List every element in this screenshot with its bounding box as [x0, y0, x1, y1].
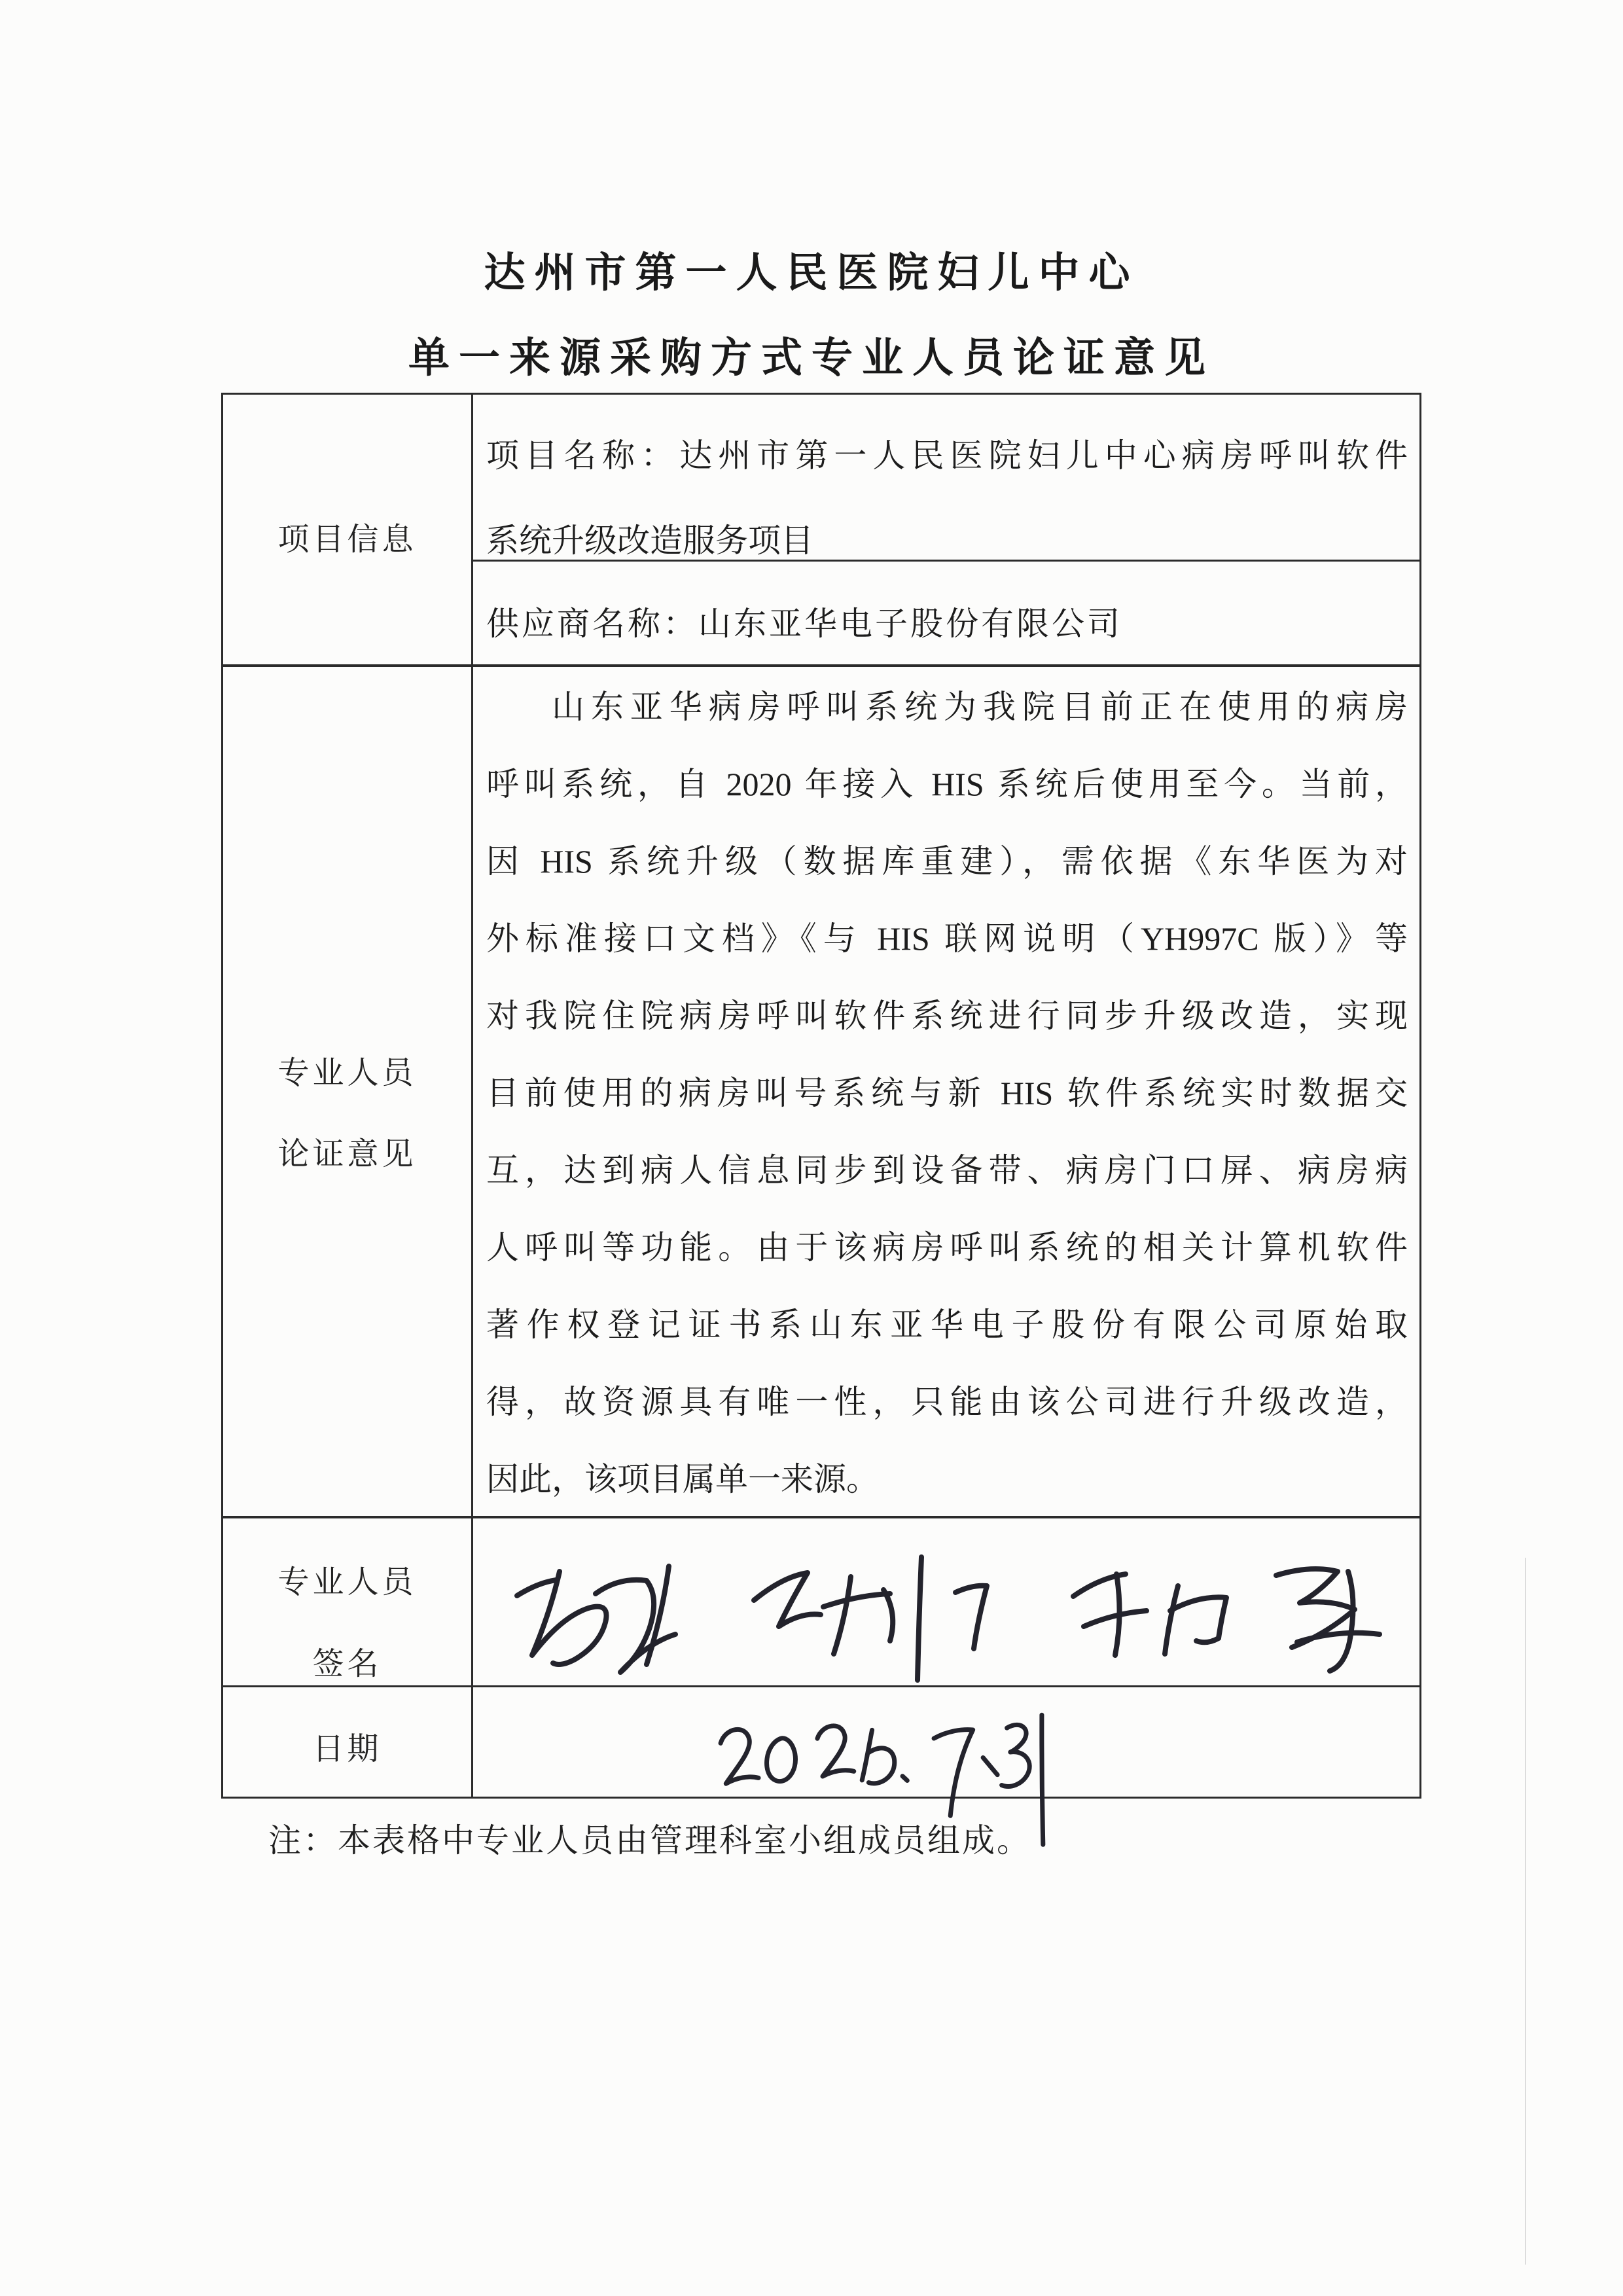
footnote: 注：本表格中专业人员由管理科室小组成员组成。 [268, 1822, 1031, 1859]
opinion-text-cell [486, 668, 1408, 1518]
opinion-line: 呼叫系统，自 2020 年接入 HIS 系统后使用至今。当前， [486, 766, 1408, 802]
table-row-divider-1 [223, 664, 1419, 667]
opinion-line: 目前使用的病房叫号系统与新 HIS 软件系统实时数据交 [486, 1075, 1408, 1111]
opinion-line: 人呼叫等功能。由于该病房呼叫系统的相关计算机软件 [486, 1229, 1408, 1266]
opinion-line: 山东亚华病房呼叫系统为我院目前正在使用的病房 [552, 689, 1408, 725]
signature-label-line1: 专业人员 [277, 1565, 417, 1600]
document-title-line2: 单一来源采购方式专业人员论证意见 [408, 335, 1215, 381]
title-block [0, 230, 1623, 401]
signature-label [223, 1541, 471, 1705]
supplier-name-cell: 供应商名称：山东亚华电子股份有限公司 [486, 605, 1122, 642]
document-title-line1: 达州市第一人民医院妇儿中心 [484, 250, 1139, 296]
info-table [221, 393, 1421, 1799]
opinion-line: 著作权登记证书系山东亚华电子股份有限公司原始取 [486, 1306, 1408, 1343]
project-name-line2: 系统升级改造服务项目 [486, 522, 813, 559]
project-name-cell [486, 413, 1408, 583]
opinion-line: 对我院住院病房呼叫软件系统进行同步升级改造，实现 [486, 997, 1408, 1034]
opinion-label-line1: 专业人员 [277, 1056, 417, 1090]
opinion-label-line2: 论证意见 [277, 1137, 417, 1172]
handwritten-signatures-ink [497, 1534, 1414, 1691]
project-name-line1: 项目名称：达州市第一人民医院妇儿中心病房呼叫软件 [486, 437, 1408, 474]
date-label: 日期 [312, 1732, 382, 1767]
opinion-line: 因 HIS 系统升级（数据库重建），需依据《东华医为对 [486, 843, 1408, 880]
opinion-line: 互，达到病人信息同步到设备带、病房门口屏、病房病 [486, 1152, 1408, 1189]
opinion-line: 因此，该项目属单一来源。 [486, 1461, 879, 1498]
project-info-label: 项目信息 [277, 522, 417, 557]
signature-label-line2: 签名 [312, 1647, 382, 1681]
opinion-label [223, 1033, 471, 1195]
scan-edge-artifact [1525, 1558, 1526, 2265]
table-column-divider [471, 395, 473, 1797]
opinion-line: 得，故资源具有唯一性，只能由该公司进行升级改造， [486, 1384, 1408, 1420]
opinion-line: 外标准接口文档》《与 HIS 联网说明（YH997C 版）》等 [486, 920, 1408, 957]
